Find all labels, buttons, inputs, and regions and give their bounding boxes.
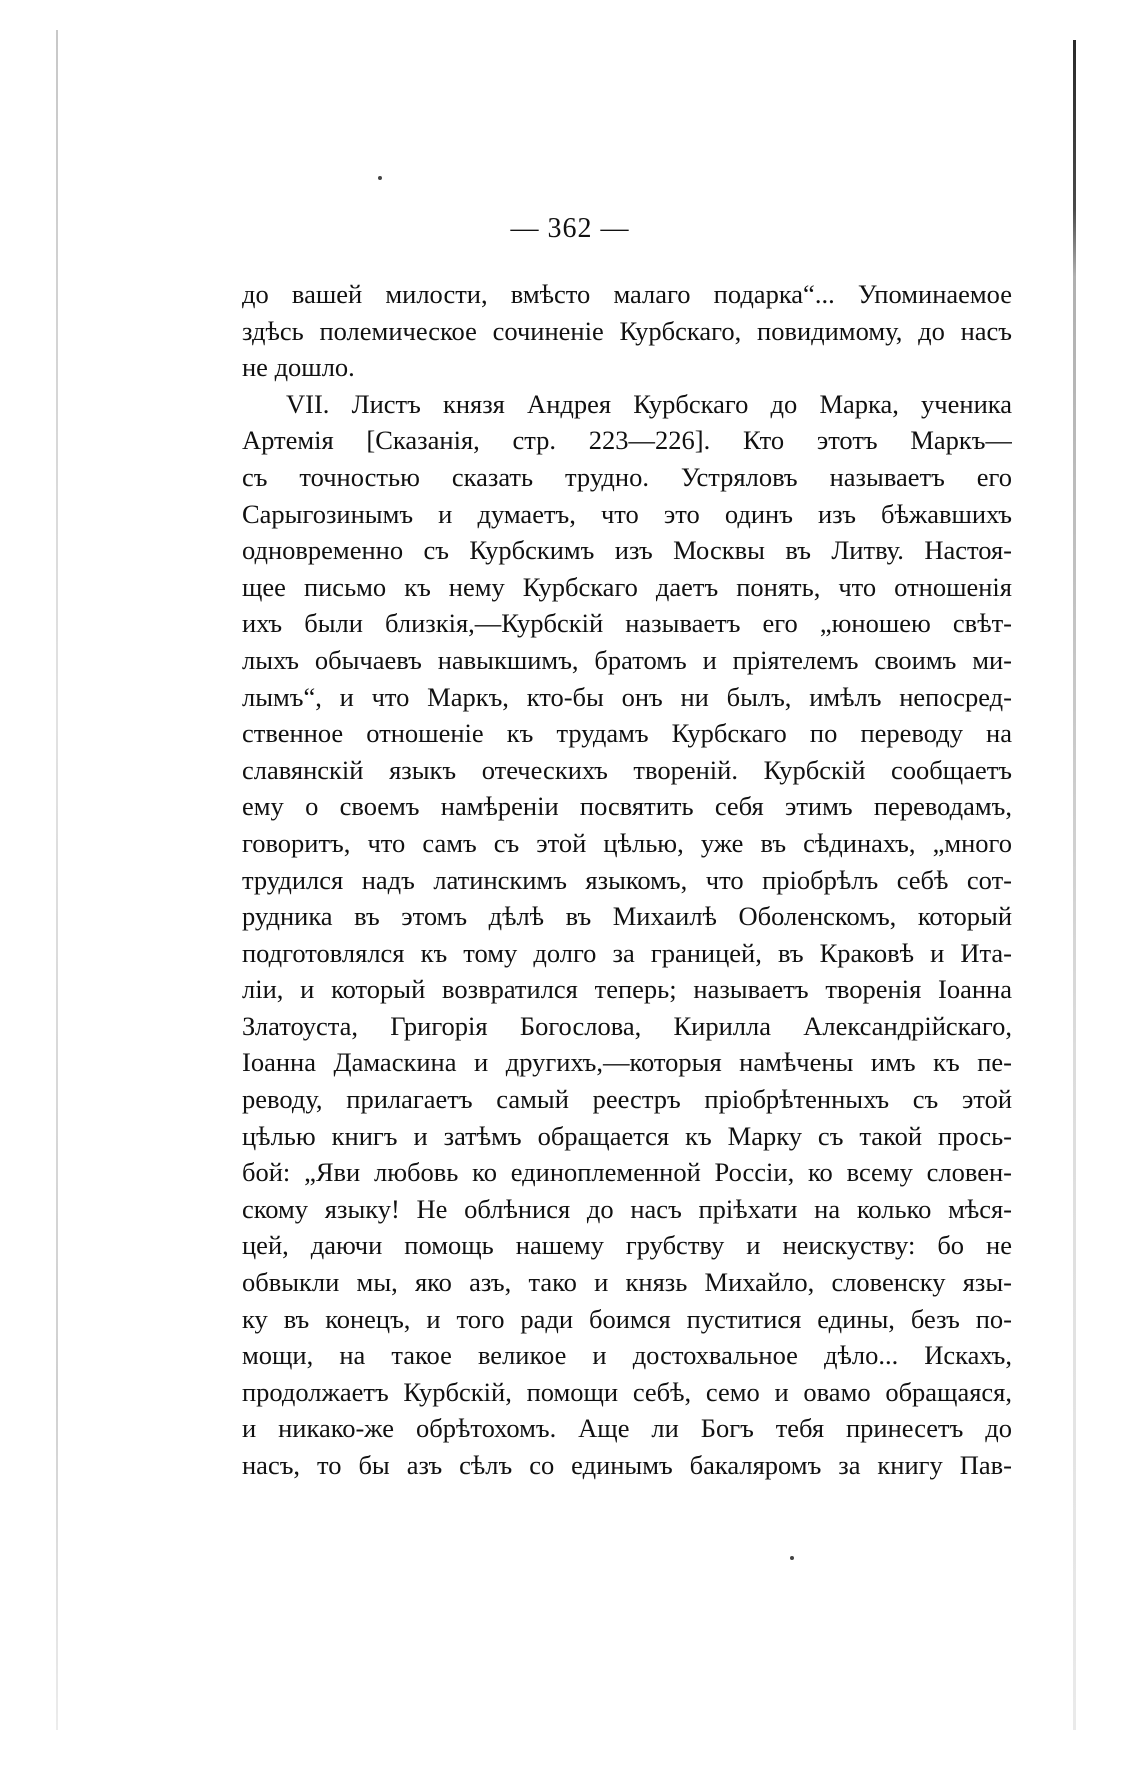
text-line: цей, даючи помощь нашему грубству и неискуству: бо не [242, 1230, 1012, 1261]
text-line: Златоуста, Григорія Богослова, Кирилла Александрійскаго, [242, 1010, 1012, 1041]
scan-right-margin-shadow [1073, 40, 1076, 1730]
text-line: говоритъ, что самъ съ этой цѣлью, уже въ сѣдинахъ, „много [242, 827, 1012, 858]
text-line: не дошло. [242, 352, 355, 383]
text-line: и никако-же обрѣтохомъ. Аще ли Богъ тебя принесетъ до [242, 1413, 1012, 1444]
page-number: — 362 — [510, 213, 630, 244]
text-line: рудника въ этомъ дѣлѣ въ Михаилѣ Оболенскомъ, который [242, 901, 1012, 932]
text-line: лыхъ обычаевъ навыкшимъ, братомъ и пріятелемъ своимъ ми- [242, 644, 1012, 675]
text-line: насъ, то бы азъ сѣлъ со единымъ бакаляромъ за книгу Пав- [242, 1450, 1012, 1480]
text-line: одновременно съ Курбскимъ изъ Москвы въ Литву. Настоя- [242, 535, 1012, 566]
text-line: Артемія [Сказанія, стр. 223—226]. Кто этотъ Маркъ— [242, 425, 1012, 456]
text-line: трудился надъ латинскимъ языкомъ, что пріобрѣлъ себѣ сот- [242, 864, 1012, 895]
text-line: ственное отношеніе къ трудамъ Курбскаго по переводу на [242, 718, 1012, 749]
text-line: щее письмо къ нему Курбскаго даетъ понять, что отношенія [242, 571, 1012, 602]
body-text [242, 276, 1012, 1484]
text-line: продолжаетъ Курбскій, помощи себѣ, семо и овамо обращаяся, [242, 1376, 1012, 1407]
text-line: скому языку! Не облѣнися до насъ пріѣхати на колько мѣся- [242, 1193, 1012, 1224]
text-line: бой: „Яви любовь ко единоплеменной Россіи, ко всему словен- [242, 1157, 1012, 1188]
scan-left-margin-shadow [56, 30, 58, 1730]
text-line: съ точностью сказать трудно. Устряловъ называетъ его [242, 461, 1012, 492]
text-line: подготовлялся къ тому долго за границей, въ Краковѣ и Ита- [242, 937, 1012, 968]
text-line: ему о своемъ намѣреніи посвятить себя этимъ переводамъ, [242, 791, 1012, 822]
text-line: обвыкли мы, яко азъ, тако и князь Михайло, словенску язы- [242, 1267, 1012, 1298]
scan-speck [790, 1556, 794, 1560]
text-line: цѣлью книгъ и затѣмъ обращается къ Марку съ такой прось- [242, 1120, 1012, 1151]
text-line: ку въ конецъ, и того ради боимся пуститися едины, безъ по- [242, 1303, 1012, 1334]
text-line: ихъ были близкія,—Курбскій называетъ его „юношею свѣт- [242, 608, 1012, 639]
text-line: лымъ“, и что Маркъ, кто-бы онъ ни былъ, имѣлъ непосред- [242, 681, 1012, 712]
text-line: здѣсь полемическое сочиненіе Курбскаго, повидимому, до насъ [242, 315, 1012, 346]
text-line: Іоанна Дамаскина и другихъ,—которыя намѣчены имъ къ пе- [242, 1047, 1012, 1078]
text-line: VII. Листъ князя Андрея Курбскаго до Марка, ученика [286, 388, 1012, 419]
text-line: реводу, прилагаетъ самый реестръ пріобрѣтенныхъ съ этой [242, 1084, 1012, 1115]
scan-speck [378, 176, 382, 180]
text-line: ліи, и который возвратился теперь; называетъ творенія Іоанна [242, 974, 1012, 1005]
text-line: славянскій языкъ отеческихъ твореній. Курбскій сообщаетъ [242, 754, 1012, 785]
text-line: мощи, на такое великое и достохвальное дѣло... Искахъ, [242, 1340, 1012, 1371]
text-line: до вашей милости, вмѣсто малаго подарка“... Упоминаемое [242, 279, 1012, 309]
text-line: Сарыгозинымъ и думаетъ, что это одинъ изъ бѣжавшихъ [242, 498, 1012, 529]
